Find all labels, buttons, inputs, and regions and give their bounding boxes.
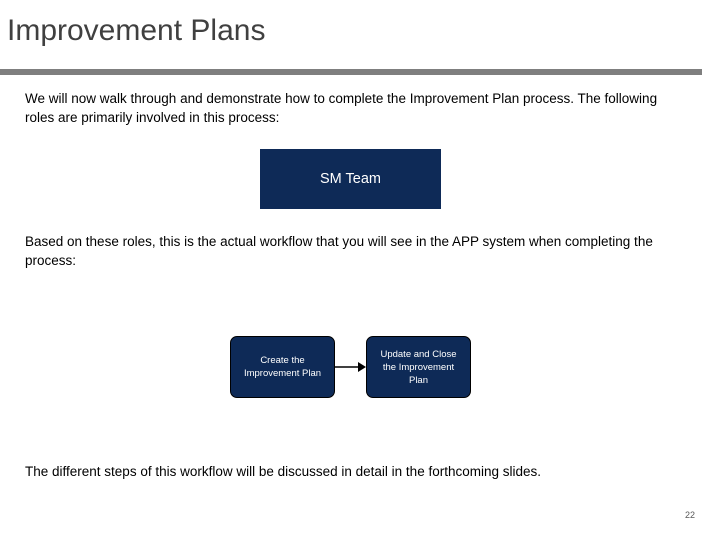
page-number: 22 (684, 510, 695, 520)
role-box-sm-team: SM Team (260, 149, 441, 209)
title-divider (0, 69, 702, 75)
workflow-step-create: Create the Improvement Plan (230, 336, 335, 398)
workflow-arrow (334, 359, 367, 375)
intro-paragraph: We will now walk through and demonstrate how to complete the Improvement Plan process. The following roles are primarily involved in this process: (25, 91, 658, 125)
closing-paragraph: The different steps of this workflow will be discussed in detail in the forthcoming slides. (25, 464, 541, 479)
workflow-intro-paragraph: Based on these roles, this is the actual workflow that you will see in the APP system when completing the process: (25, 234, 653, 268)
workflow-step-update-close: Update and Close the Improvement Plan (366, 336, 471, 398)
slide-title: Improvement Plans (7, 14, 266, 47)
